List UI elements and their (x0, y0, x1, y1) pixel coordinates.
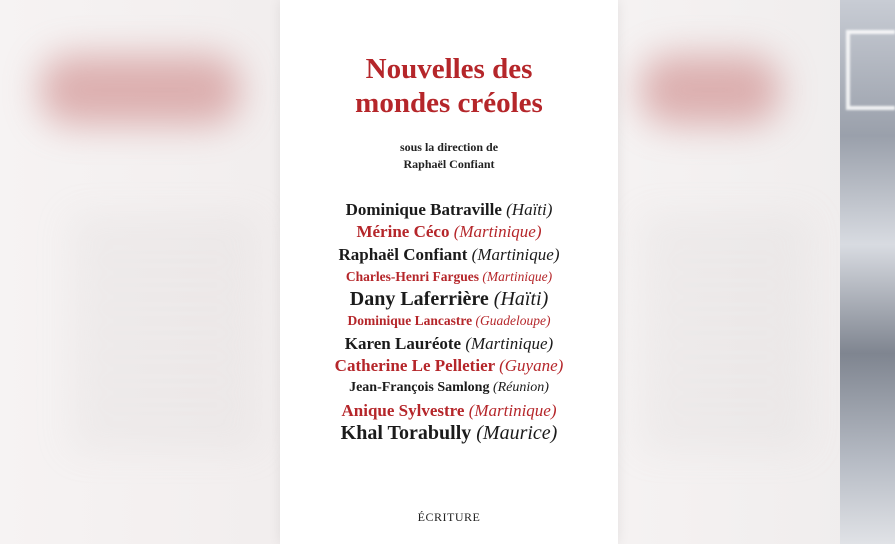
author-entry (280, 221, 618, 243)
book-cover (280, 0, 618, 544)
author-origin: (Martinique) (471, 244, 560, 264)
author-entry (280, 288, 618, 310)
author-entry (280, 266, 618, 288)
author-origin: (Martinique) (465, 333, 554, 353)
author-origin: (Réunion) (492, 380, 549, 396)
book-title-line-2: mondes créoles (355, 87, 543, 119)
publisher-name: ÉCRITURE (417, 510, 481, 524)
author-origin: (Haïti) (506, 200, 553, 219)
author-entry (280, 199, 618, 221)
author-name: Dominique Lancastre (347, 313, 473, 329)
author-origin: (Martinique) (468, 400, 557, 420)
editor-name: Raphaël Confiant (403, 157, 495, 171)
author-entry (280, 355, 618, 377)
editor-credit (280, 139, 618, 173)
editor-credit-intro: sous la direction de (399, 140, 499, 154)
author-origin: (Haïti) (493, 288, 549, 311)
next-image-frame (846, 30, 895, 110)
blurred-background-title-right (640, 55, 780, 125)
author-list (280, 199, 618, 444)
author-origin: (Guadeloupe) (475, 313, 551, 329)
author-origin: (Maurice) (476, 421, 558, 444)
blurred-background-text-left (70, 220, 260, 450)
author-name: Jean-François Samlong (349, 380, 490, 396)
author-name: Dany Laferrière (349, 288, 489, 311)
author-name: Charles-Henri Fargues (345, 268, 479, 284)
book-title (280, 52, 618, 120)
author-entry (280, 400, 618, 422)
author-name: Karen Lauréote (344, 333, 462, 353)
author-origin: (Martinique) (453, 222, 542, 242)
author-name: Raphaël Confiant (338, 244, 468, 264)
author-origin: (Martinique) (482, 268, 553, 284)
author-name: Anique Sylvestre (341, 400, 465, 420)
author-entry (280, 377, 618, 399)
author-name: Catherine Le Pelletier (334, 356, 495, 376)
author-entry (280, 333, 618, 355)
blurred-background-text-right (640, 220, 810, 450)
author-entry (280, 310, 618, 332)
author-name: Dominique Batraville (345, 200, 502, 219)
author-entry (280, 244, 618, 266)
author-name: Khal Torabully (340, 421, 472, 444)
author-name: Mérine Céco (356, 222, 450, 242)
blurred-background-title-left (40, 55, 240, 125)
book-title-line-1: Nouvelles des (365, 53, 533, 85)
author-entry (280, 422, 618, 444)
author-origin: (Guyane) (499, 356, 564, 376)
